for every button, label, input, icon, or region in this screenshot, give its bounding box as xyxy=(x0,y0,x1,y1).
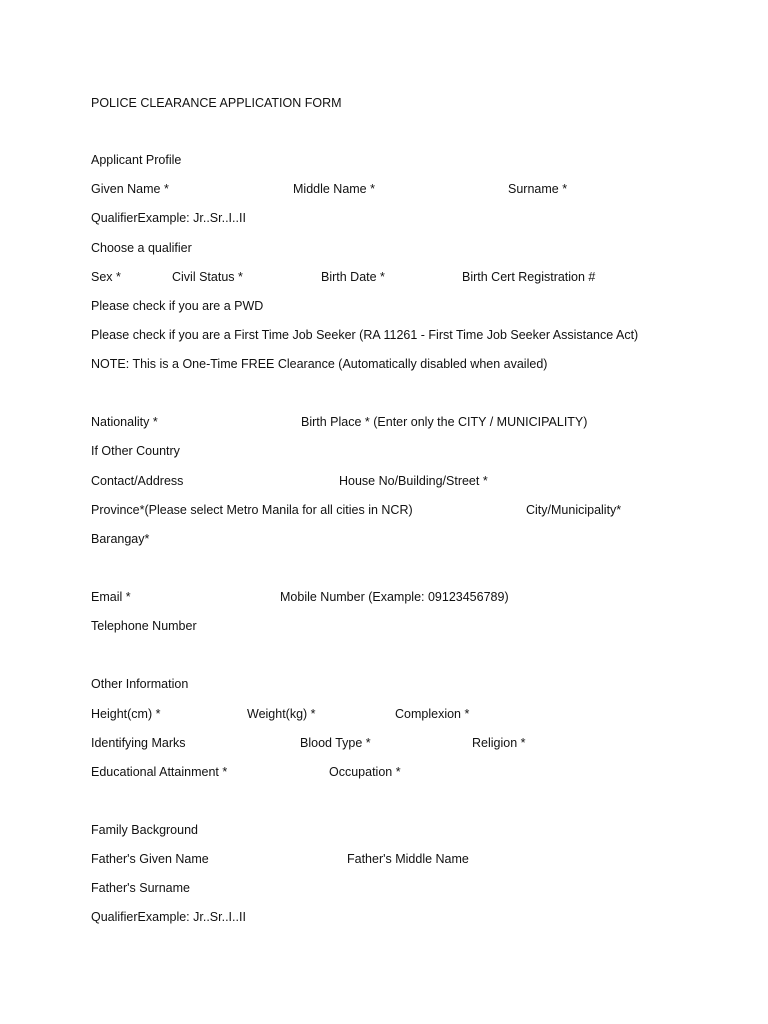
family-background-heading: Family Background xyxy=(91,823,198,837)
educational-attainment-label: Educational Attainment * xyxy=(91,765,228,779)
pwd-label: Please check if you are a PWD xyxy=(91,299,264,313)
occupation-label: Occupation * xyxy=(329,765,401,779)
choose-qualifier-label: Choose a qualifier xyxy=(91,241,192,255)
birth-date-label: Birth Date * xyxy=(321,270,385,284)
father-given-name-label: Father's Given Name xyxy=(91,852,209,866)
first-time-job-seeker-label: Please check if you are a First Time Job Seeker (RA 11261 - First Time Job Seeker Assistance Act) xyxy=(91,328,639,342)
form-title: POLICE CLEARANCE APPLICATION FORM xyxy=(91,96,342,110)
weight-label: Weight(kg) * xyxy=(247,707,316,721)
father-surname-label: Father's Surname xyxy=(91,881,190,895)
surname-label: Surname * xyxy=(508,182,568,196)
father-qualifier-label: QualifierExample: Jr..Sr..I..II xyxy=(91,910,246,924)
applicant-profile-heading: Applicant Profile xyxy=(91,153,182,167)
free-clearance-note: NOTE: This is a One-Time FREE Clearance (Automatically disabled when availed) xyxy=(91,357,548,371)
complexion-label: Complexion * xyxy=(395,707,470,721)
qualifier-label: QualifierExample: Jr..Sr..I..II xyxy=(91,211,246,225)
other-country-label: If Other Country xyxy=(91,444,180,458)
telephone-label: Telephone Number xyxy=(91,619,197,633)
mobile-number-label: Mobile Number (Example: 09123456789) xyxy=(280,590,509,604)
civil-status-label: Civil Status * xyxy=(172,270,243,284)
birth-place-label: Birth Place * (Enter only the CITY / MUNICIPALITY) xyxy=(301,415,588,429)
identifying-marks-label: Identifying Marks xyxy=(91,736,186,750)
birth-cert-label: Birth Cert Registration # xyxy=(462,270,596,284)
father-middle-name-label: Father's Middle Name xyxy=(347,852,469,866)
city-municipality-label: City/Municipality* xyxy=(526,503,622,517)
province-label: Province*(Please select Metro Manila for all cities in NCR) xyxy=(91,503,413,517)
house-no-label: House No/Building/Street * xyxy=(339,474,488,488)
given-name-label: Given Name * xyxy=(91,182,169,196)
middle-name-label: Middle Name * xyxy=(293,182,375,196)
other-information-heading: Other Information xyxy=(91,677,189,691)
sex-label: Sex * xyxy=(91,270,121,284)
religion-label: Religion * xyxy=(472,736,526,750)
nationality-label: Nationality * xyxy=(91,415,158,429)
email-label: Email * xyxy=(91,590,131,604)
height-label: Height(cm) * xyxy=(91,707,161,721)
contact-address-label: Contact/Address xyxy=(91,474,184,488)
barangay-label: Barangay* xyxy=(91,532,150,546)
blood-type-label: Blood Type * xyxy=(300,736,371,750)
